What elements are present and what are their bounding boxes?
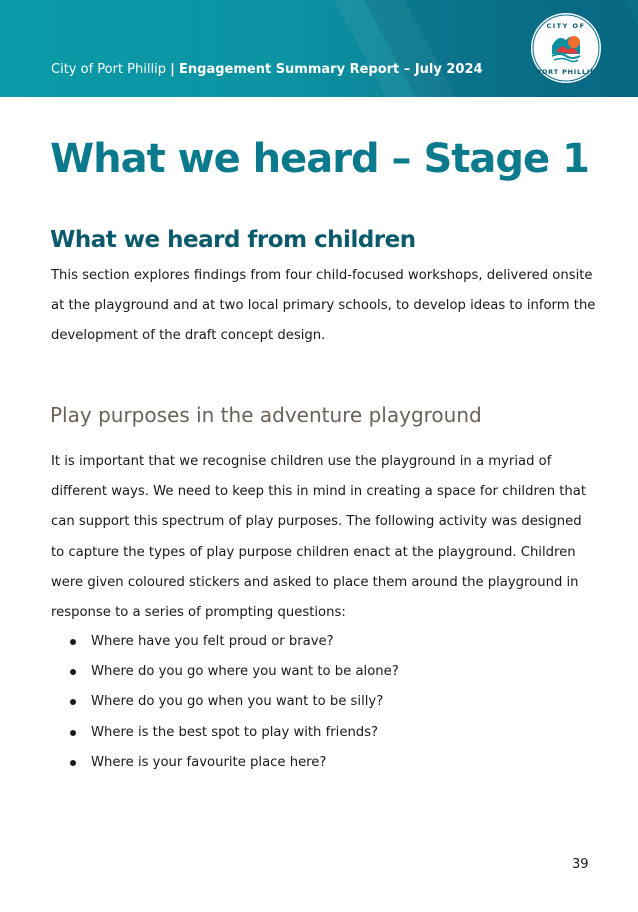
bullet-icon — [70, 699, 76, 705]
list-item — [51, 748, 399, 778]
question-text: Where do you go where you want to be alone? — [91, 664, 399, 680]
list-item — [51, 657, 399, 687]
body-paragraph: It is important that we recognise children use the playground in a myriad of different ways. We need to keep this in mind in creating a space for children that can support this spectrum of play purposes. The following activity was designed to capture the types of play purpose children enact at the playground. Children were given coloured stickers and asked to place them around the playground in response to a series of prompting questions: — [51, 454, 587, 621]
section-heading: What we heard from children — [50, 227, 416, 253]
bullet-icon — [70, 760, 76, 766]
list-item — [51, 718, 399, 748]
bullet-icon — [70, 639, 76, 645]
question-text: Where have you felt proud or brave? — [91, 634, 334, 649]
page-number: 39 — [572, 857, 589, 872]
list-item — [51, 687, 399, 717]
intro-paragraph: This section explores findings from four child-focused workshops, delivered onsite at the playground and at two local primary schools, to develop ideas to inform the development of the draft concept design. — [51, 268, 596, 344]
logo-bottom-text: PORT PHILLIP — [536, 68, 596, 76]
subsection-heading: Play purposes in the adventure playground — [50, 403, 482, 427]
list-item — [51, 627, 399, 657]
header-title — [51, 62, 483, 77]
bullet-icon — [70, 730, 76, 736]
question-text: Where is your favourite place here? — [91, 754, 327, 770]
header-org: City of Port Phillip — [51, 62, 166, 77]
header-report-name: Engagement Summary Report – July 2024 — [179, 62, 483, 77]
city-of-port-phillip-logo-icon — [530, 12, 602, 84]
logo-top-text: CITY OF — [546, 22, 586, 30]
bullet-icon — [70, 669, 76, 675]
question-text: Where is the best spot to play with friends? — [91, 724, 379, 740]
page-title: What we heard – Stage 1 — [50, 136, 589, 182]
header-separator: | — [170, 62, 175, 77]
question-text: Where do you go when you want to be silly? — [91, 694, 384, 710]
question-list — [51, 627, 399, 778]
